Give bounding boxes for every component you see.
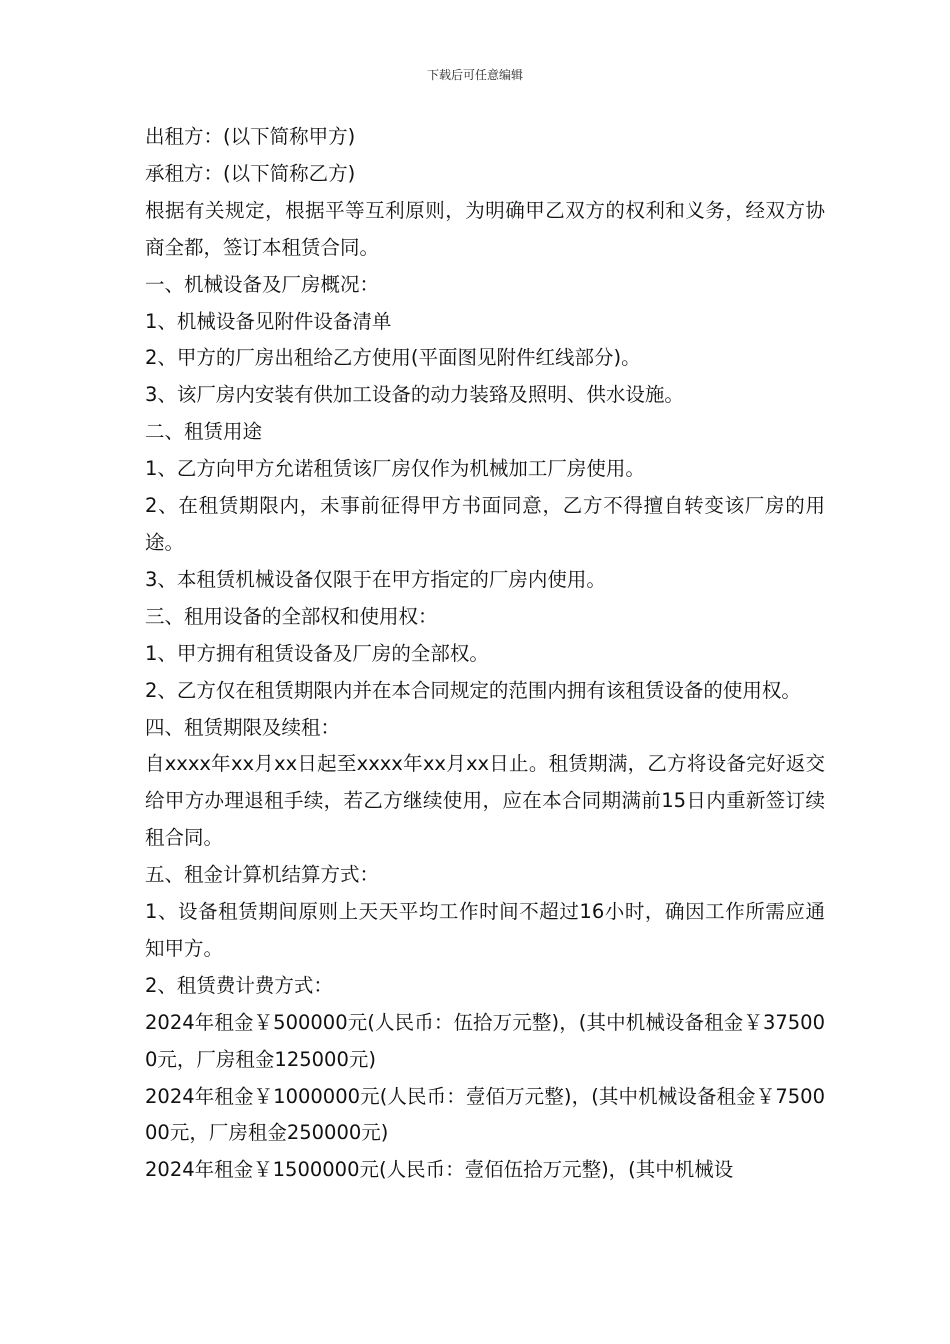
paragraph: 1、机械设备见附件设备清单	[145, 309, 392, 333]
section-heading: 四、租赁期限及续租：	[145, 715, 341, 739]
section-heading: 一、机械设备及厂房概况：	[145, 272, 380, 296]
paragraph: 2、甲方的厂房出租给乙方使用(平面图见附件红线部分)。	[145, 346, 641, 370]
paragraph: 1、乙方向甲方允诺租赁该厂房仅作为机械加工厂房使用。	[145, 457, 645, 481]
paragraph: 2024年租金￥1500000元(人民币：壹佰伍拾万元整)，(其中机械设	[145, 1158, 734, 1182]
paragraph: 2024年租金￥500000元(人民币：伍拾万元整)，(其中机械设备租金￥375000元，厂房租金125000元)	[145, 1010, 825, 1071]
paragraph: 2、在租赁期限内，未事前征得甲方书面同意，乙方不得擅自转变该厂房的用途。	[145, 494, 825, 554]
paragraph: 2、乙方仅在租赁期限内并在本合同规定的范围内拥有该租赁设备的使用权。	[145, 678, 801, 702]
contract-body	[145, 119, 825, 1189]
paragraph: 3、本租赁机械设备仅限于在甲方指定的厂房内使用。	[145, 567, 606, 591]
paragraph: 根据有关规定，根据平等互利原则，为明确甲乙双方的权利和义务，经双方协商全都，签订本租赁合同。	[145, 198, 825, 259]
paragraph: 自xxxx年xx月xx日起至xxxx年xx月xx日止。租赁期满，乙方将设备完好返交给甲方办理退租手续，若乙方继续使用，应在本合同期满前15日内重新签订续租合同。	[145, 752, 825, 850]
paragraph: 承租方：(以下简称乙方)	[145, 161, 356, 185]
paragraph: 3、该厂房内安装有供加工设备的动力装臵及照明、供水设施。	[145, 383, 684, 407]
paragraph: 出租方：(以下简称甲方)	[145, 125, 356, 148]
section-heading: 三、租用设备的全部权和使用权：	[145, 604, 438, 628]
paragraph: 2024年租金￥1000000元(人民币：壹佰万元整)，(其中机械设备租金￥750000元，厂房租金250000元)	[145, 1084, 825, 1145]
section-heading: 五、租金计算机结算方式：	[145, 863, 380, 887]
header-note: 下载后可任意编辑	[426, 68, 523, 82]
paragraph: 1、设备租赁期间原则上天天平均工作时间不超过16小时，确因工作所需应通知甲方。	[145, 900, 825, 960]
paragraph: 2、租赁费计费方式：	[145, 973, 333, 997]
paragraph: 1、甲方拥有租赁设备及厂房的全部权。	[145, 641, 489, 665]
section-heading: 二、租赁用途	[145, 420, 263, 444]
